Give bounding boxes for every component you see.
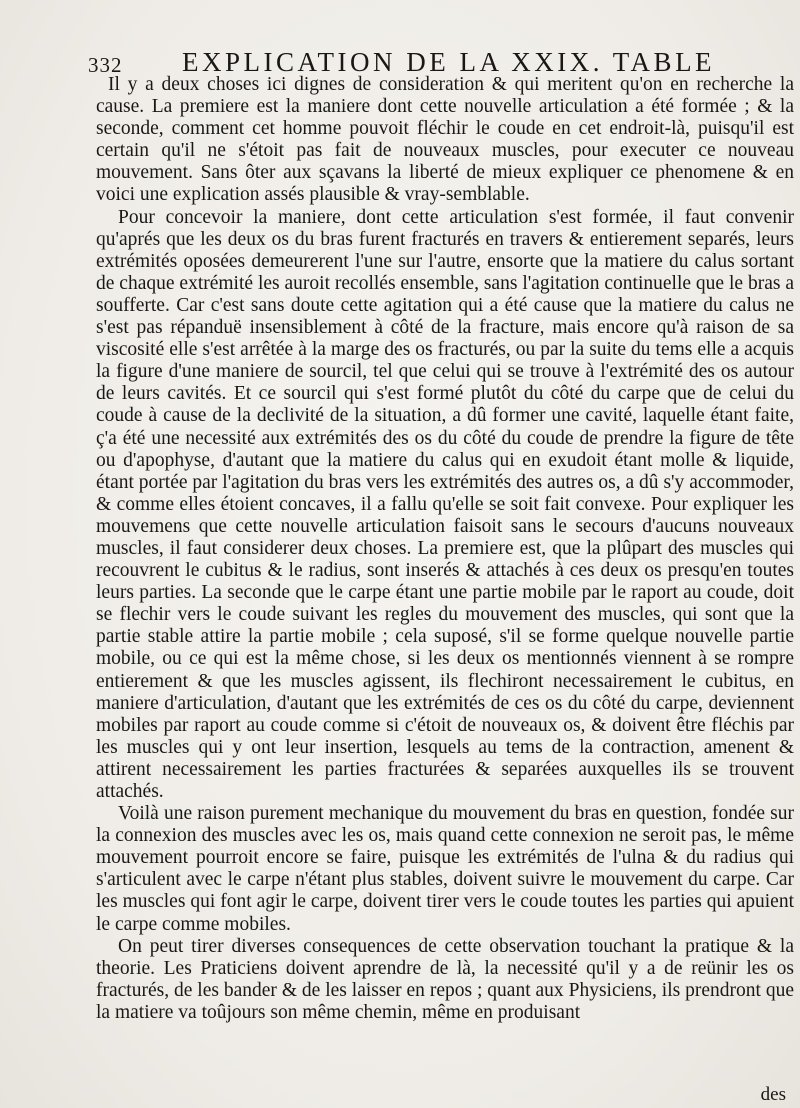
page-number: 332 (88, 53, 123, 77)
paragraph: Pour concevoir la maniere, dont cette articulation s'est formée, il faut convenir qu'aprés que les deux os du bras furent fracturés en travers & entierement separés, leurs extrémités oposées demeurerent l'une sur l'autre, ensorte que la matiere du calus sortant de chaque extrémité les auroit recollés ensemble, sans l'agitation continuelle que le bras a soufferte. Car c'est sans doute cette agitation qui a été cause que la matiere du calus ne s'est pas répanduë insensiblement à côté de la fracture, mais encore qu'à raison de sa viscosité elle s'est arrêtée à la marge des os fracturés, ou par la suite du tems elle a acquis la figure d'une maniere de sourcil, tel que celui qui se trouve à l'extrémité des os autour de leurs cavités. Et ce sourcil qui s'est formé plutôt du côté du carpe que de celui du coude à cause de la declivité de la situation, a dû former une cavité, laquelle étant faite, ç'a été une necessité aux extrémités des os du côté du coude de prendre la figure de tête ou d'apophyse, d'autant que la matiere du calus qui en exudoit étant molle & liquide, étant portée par l'agitation du bras vers les extrémités des autres os, a dû s'y accommoder, & comme elles étoient concaves, il a fallu qu'elle se soit fait convexe. Pour expliquer les mouvemens que cette nouvelle articulation faisoit sans le secours d'aucuns nouveaux muscles, il faut considerer deux choses. La premiere est, que la plûpart des muscles qui recouvrent le cubitus & le radius, sont inserés & attachés à ces deux os presqu'en toutes leurs parties. La seconde que le carpe étant une partie mobile par le raport au coude, doit se flechir vers le coude suivant les regles du mouvement des muscles, qui sont que la partie stable attire la partie mobile ; cela suposé, s'il se forme quelque nouvelle partie mobile, ou ce qui est la même chose, si les deux os mentionnés viennent à se rompre entierement & que les muscles agissent, ils flechiront necessairement le cubitus, en maniere d'articulation, d'autant que les extrémités de ces os du côté du carpe, deviennent mobiles par raport au coude comme si c'étoit de nouveaux os, & doivent être fléchis par les muscles qui y ont leur insertion, lesquels au tems de la contraction, amenent & attirent necessairement les parties fracturées & separées auxquelles ils se trouvent attachés. (96, 206, 794, 802)
catchword: des (760, 1084, 786, 1105)
paragraph: Voilà une raison purement mechanique du mouvement du bras en question, fondée sur la connexion des muscles avec les os, mais quand cette connexion ne seroit pas, le même mouvement pourroit encore se faire, puisque les extrémités de l'ulna & du radius qui s'articulent avec le carpe n'étant plus stables, doivent suivre le mouvement du carpe. Car les muscles qui font agir le carpe, doivent tirer vers le coude toutes les parties qui apuient le carpe comme mobiles. (96, 803, 794, 935)
running-head: EXPLICATION DE LA XXIX. TABLE (182, 47, 716, 77)
paragraph: Il y a deux choses ici dignes de consideration & qui meritent qu'on en recherche la cause. La premiere est la maniere dont cette nouvelle articulation a été formée ; & la seconde, comment cet homme pouvoit fléchir le coude en cet endroit-là, puisqu'il est certain qu'il ne s'étoit pas fait de nouveaux muscles, pour executer ce nouveau mouvement. Sans ôter aux sçavans la liberté de mieux expliquer ce phenomene & en voici une explication assés plausible & vray-semblable. (96, 74, 794, 206)
paragraph: On peut tirer diverses consequences de cette observation touchant la pratique & la theorie. Les Praticiens doivent aprendre de là, la necessité qu'il y a de reünir les os fracturés, de les bander & de les laisser en repos ; quant aux Physiciens, ils prendront que la matiere va toûjours son même chemin, même en produisant (96, 935, 794, 1023)
body-text (96, 74, 794, 1024)
